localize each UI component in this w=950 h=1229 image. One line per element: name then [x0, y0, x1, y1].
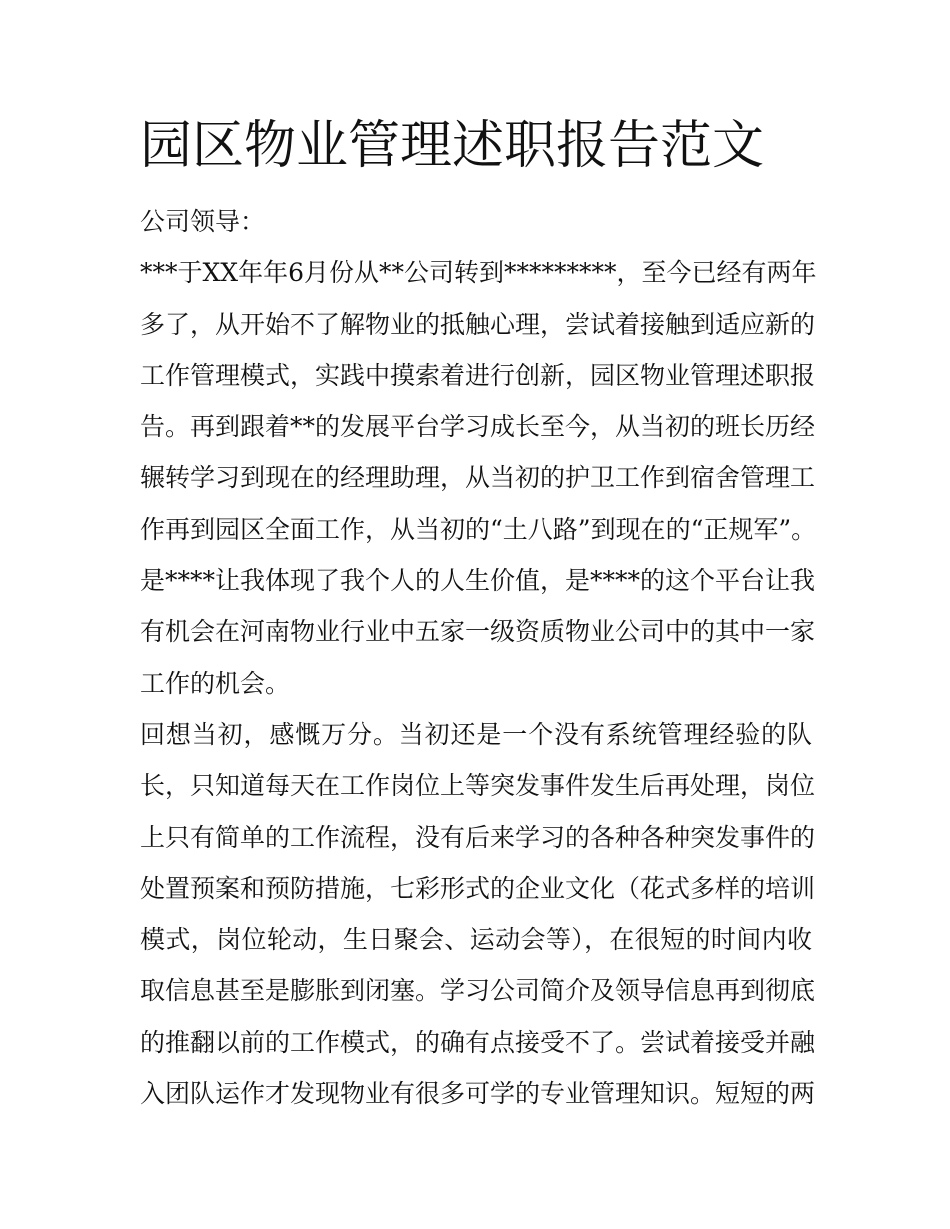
body-line: 的推翻以前的工作模式，的确有点接受不了。尝试着接受并融 — [140, 1027, 816, 1057]
body-line: 有机会在河南物业行业中五家一级资质物业公司中的其中一家 — [140, 617, 816, 647]
body-line: 处置预案和预防措施，七彩形式的企业文化（花式多样的培训 — [140, 873, 816, 903]
body-line: 作再到园区全面工作，从当初的“土八路”到现在的“正规军”。 — [140, 514, 817, 544]
body-line: 告。再到跟着**的发展平台学习成长至今，从当初的班长历经 — [140, 412, 816, 442]
body-line: 取信息甚至是膨胀到闭塞。学习公司简介及领导信息再到彻底 — [140, 976, 816, 1006]
body-line: 模式，岗位轮动，生日聚会、运动会等），在很短的时间内收 — [140, 925, 812, 955]
page-title: 园区物业管理述职报告范文 — [140, 116, 765, 176]
body-line: 多了，从开始不了解物业的抵触心理，尝试着接触到适应新的 — [140, 309, 816, 339]
salutation-line: 公司领导： — [140, 207, 266, 236]
body-line: 工作的机会。 — [140, 668, 291, 698]
body-line: 长，只知道每天在工作岗位上等突发事件发生后再处理，岗位 — [140, 771, 816, 801]
body-line: 工作管理模式，实践中摸索着进行创新，园区物业管理述职报 — [140, 360, 816, 390]
body-line: 上只有简单的工作流程，没有后来学习的各种各种突发事件的 — [140, 822, 816, 852]
body-line: 回想当初，感慨万分。当初还是一个没有系统管理经验的队 — [140, 719, 812, 749]
body-line: 是****让我体现了我个人的人生价值，是****的这个平台让我 — [140, 566, 816, 596]
body-line: 辗转学习到现在的经理助理，从当初的护卫工作到宿舍管理工 — [140, 463, 816, 493]
body-line: 入团队运作才发现物业有很多可学的专业管理知识。短短的两 — [140, 1079, 816, 1109]
document-body — [140, 196, 817, 1119]
body-line: ***于XX年年6月份从**公司转到*********，至今已经有两年 — [140, 258, 817, 288]
